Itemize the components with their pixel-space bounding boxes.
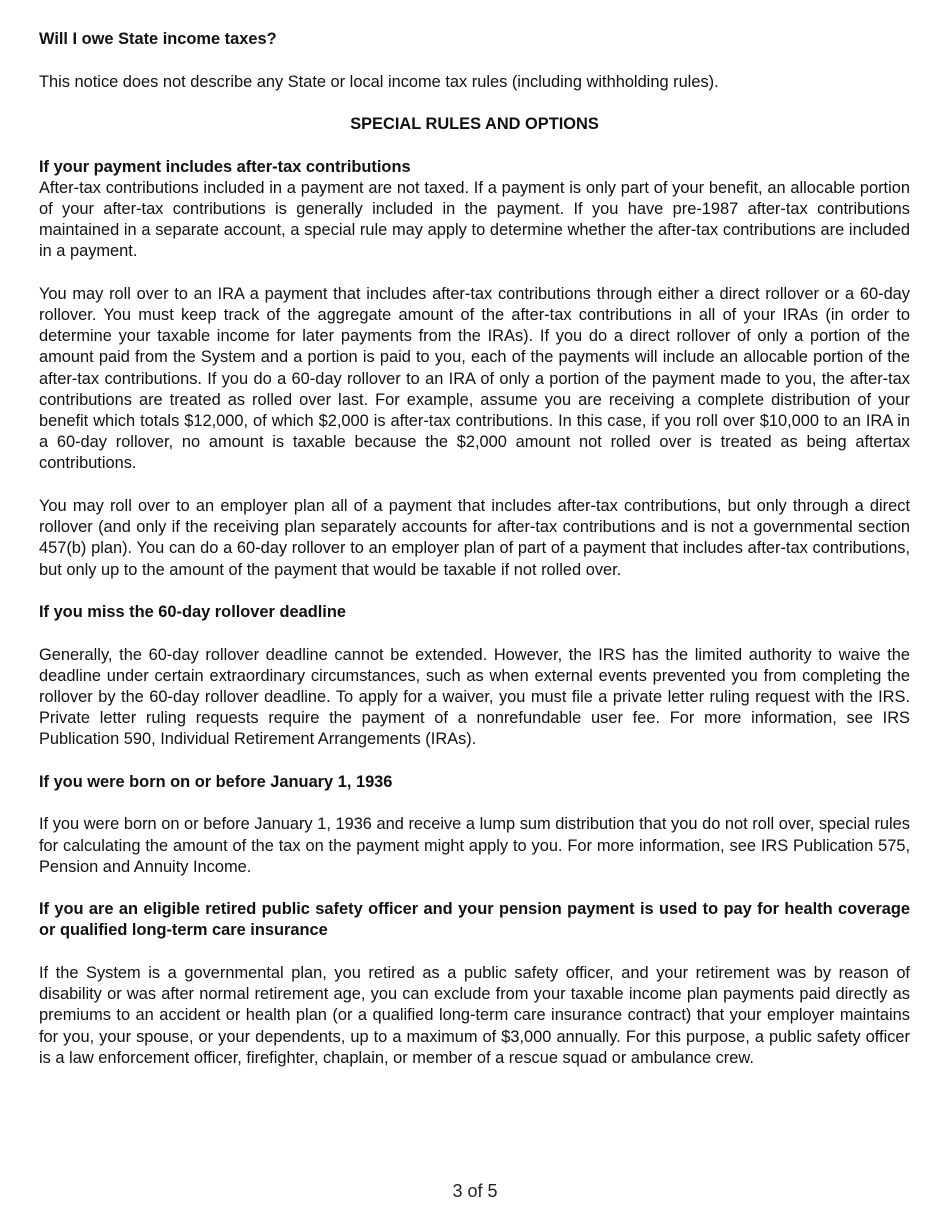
deadline-heading: If you miss the 60-day rollover deadline (39, 603, 346, 622)
safety-officer-heading: If you are an eligible retired public safety officer and your pension payment is used to pay for health coverage or qualified long-term care insurance (39, 900, 910, 940)
born-before-heading: If you were born on or before January 1, 1936 (39, 772, 393, 791)
after-tax-paragraph-2: You may roll over to an IRA a payment that includes after-tax contributions through either a direct rollover or a 60-day rollover. You must keep track of the aggregate amount of the after-tax contributions in all of your IRAs (in order to determine your taxable income for later payments from the IRAs). If you do a direct rollover of only a portion of the amount paid from the System and a portion is paid to you, each of the payments will include an allocable portion of the after-tax contributions. If you do a 60-day rollover to an IRA of only a portion of the payment made to you, the after-tax contributions are treated as rolled over last. For example, assume you are receiving a complete distribution of your benefit which totals $12,000, of which $2,000 is after-tax contributions. In this case, if you roll over $10,000 to an IRA in a 60-day rollover, no amount is taxable because the $2,000 amount not rolled over is treated as being aftertax contributions. (39, 284, 910, 473)
after-tax-paragraph-1: After-tax contributions included in a payment are not taxed. If a payment is only part of your benefit, an allocable portion of your after-tax contributions is generally included in the payment. If you have pre-1987 after-tax contributions maintained in a separate account, a special rule may apply to determine whether the after-tax contributions are included in a payment. (39, 178, 910, 261)
state-taxes-heading: Will I owe State income taxes? (39, 30, 277, 48)
document-page (39, 29, 910, 1069)
after-tax-heading: If your payment includes after-tax contributions (39, 157, 411, 176)
page-number: 3 of 5 (452, 1181, 498, 1201)
special-rules-title: SPECIAL RULES AND OPTIONS (350, 115, 599, 133)
state-taxes-body: This notice does not describe any State or local income tax rules (including withholding rules). (39, 72, 719, 91)
safety-officer-body: If the System is a governmental plan, you retired as a public safety officer, and your retirement was by reason of disability or was after normal retirement age, you can exclude from your taxable income plan payments paid directly as premiums to an accident or health plan (or a qualified long-term care insurance contract) that your employer maintains for you, your spouse, or your dependents, up to a maximum of $3,000 annually. For this purpose, a public safety officer is a law enforcement officer, firefighter, chaplain, or member of a rescue squad or ambulance crew. (39, 963, 910, 1067)
deadline-body: Generally, the 60-day rollover deadline cannot be extended. However, the IRS has the limited authority to waive the deadline under certain extraordinary circumstances, such as when external events prevented you from completing the rollover by the 60-day rollover deadline. To apply for a waiver, you must file a private letter ruling request with the IRS. Private letter ruling requests require the payment of a nonrefundable user fee. For more information, see IRS Publication 590, Individual Retirement Arrangements (IRAs). (39, 645, 910, 749)
born-before-body: If you were born on or before January 1, 1936 and receive a lump sum distribution that you do not roll over, special rules for calculating the amount of the tax on the payment might apply to you. For more information, see IRS Publication 575, Pension and Annuity Income. (39, 815, 910, 876)
after-tax-paragraph-3: You may roll over to an employer plan all of a payment that includes after-tax contributions, but only through a direct rollover (and only if the receiving plan separately accounts for after-tax contributions and is not a governmental section 457(b) plan). You can do a 60-day rollover to an employer plan of part of a payment that includes after-tax contributions, but only up to the amount of the payment that would be taxable if not rolled over. (39, 496, 910, 579)
